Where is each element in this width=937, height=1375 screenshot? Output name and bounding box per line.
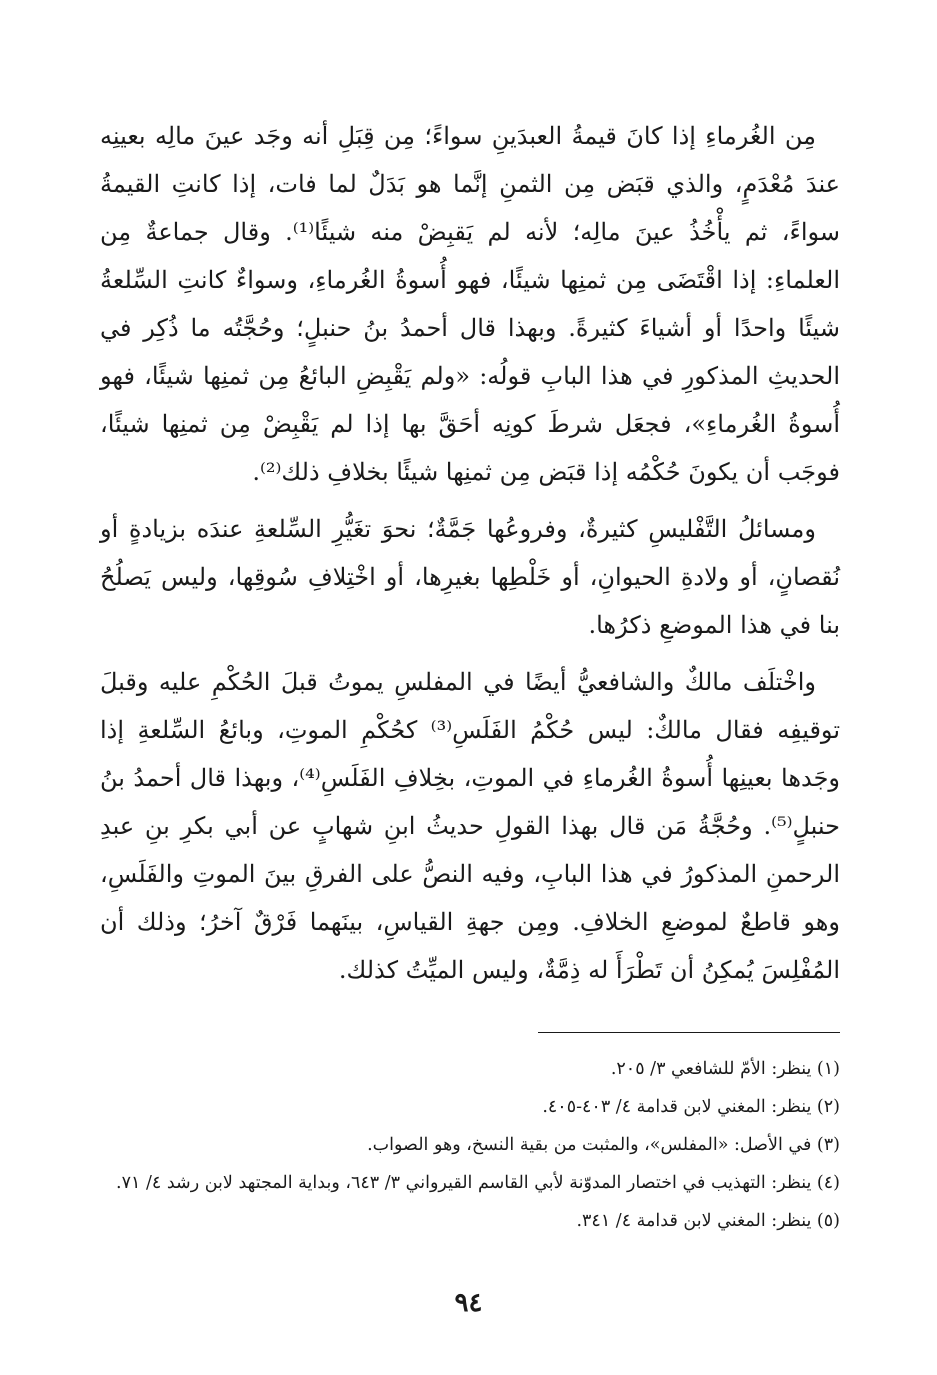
footnote-separator bbox=[538, 1032, 840, 1033]
footnote: (٤) ينظر: التهذيب في اختصار المدوّنة لأبي القاسم القيرواني ٣/ ٦٤٣، وبداية المجتهد لابن رشد ٤/ ٧١. bbox=[116, 1173, 840, 1193]
paragraph: ومسائلُ التَّفْليسِ كثيرةٌ، وفروعُها جَمَّةٌ؛ نحوَ تغَيُّرِ السِّلعةِ عندَه بزيادةٍ أو نُقصانٍ، أو ولادةِ الحيوانِ، أو خَلْطِها بغيرِها، أو اخْتِلافِ سُوقِها، وليس يَصلُحُ بنا في هذا الموضعِ ذكرُها. bbox=[100, 515, 840, 639]
main-text bbox=[100, 112, 840, 1003]
page-number: ٩٤ bbox=[454, 1288, 483, 1318]
paragraph: مِن الغُرماءِ إذا كانَ قيمةُ العبدَينِ سواءً؛ مِن قِبَلِ أنه وجَد عينَ مالِه بعينِه عندَ مُعْدَمٍ، والذي قبَض مِن الثمنِ إنَّما هو بَدَلٌ لما فات، إذا كانتِ القيمةُ سواءً، ثم يأْخُذُ عينَ مالِه؛ لأنه لم يَقبِضْ منه شيئًا⁽¹⁾. وقال جماعةٌ مِن العلماءِ: إذا اقْتَضَى مِن ثمنِها شيئًا، فهو أُسوةُ الغُرماءِ، وسواءٌ كانتِ السِّلعةُ شيئًا واحدًا أو أشياءَ كثيرةً. وبهذا قال أحمدُ بنُ حنبلٍ؛ وحُجَّتُه ما ذُكِر في الحديثِ المذكورِ في هذا البابِ قولُه: «ولم يَقْبِضِ البائعُ مِن ثمنِها شيئًا، فهو أُسوةُ الغُرماءِ»، فجعَل شرطَ كونِه أحَقَّ بها إذا لم يَقْبِضْ مِن ثمنِها شيئًا، فوجَب أن يكونَ حُكْمُه إذا قبَض مِن ثمنِها شيئًا بخلافِ ذلك⁽²⁾. bbox=[100, 122, 840, 486]
footnote: (٥) ينظر: المغني لابن قدامة ٤/ ٣٤١. bbox=[576, 1211, 840, 1231]
paragraph: واخْتلَف مالكٌ والشافعيُّ أيضًا في المفلسِ يموتُ قبلَ الحُكْمِ عليه وقبلَ توقيفِه فقال مالكٌ: ليس حُكْمُ الفَلَسِ⁽³⁾ كحُكْمِ الموتِ، وبائعُ السِّلعةِ إذا وجَدها بعينِها أُسوةُ الغُرماءِ في الموتِ، بخِلافِ الفَلَسِ⁽⁴⁾، وبهذا قال أحمدُ بنُ حنبلٍ⁽⁵⁾. وحُجَّةُ مَن قال بهذا القولِ حديثُ ابنِ شهابٍ عن أبي بكرِ بنِ عبدِ الرحمنِ المذكورُ في هذا البابِ، وفيه النصُّ على الفرقِ بينَ الموتِ والفَلَسِ، وهو قاطعٌ لموضعِ الخلافِ. ومِن جهةِ القياسِ، بينَهما فَرْقٌ آخرُ؛ وذلك أن المُفْلِسَ يُمكِنُ أن تَطْرَأَ له ذِمَّةٌ، وليس الميِّتُ كذلك. bbox=[100, 668, 841, 984]
footnote: (٣) في الأصل: «المفلس»، والمثبت من بقية النسخ، وهو الصواب. bbox=[367, 1135, 840, 1155]
footnote: (١) ينظر: الأمّ للشافعي ٣/ ٢٠٥. bbox=[610, 1059, 840, 1079]
footnotes bbox=[100, 1054, 840, 1244]
footnote: (٢) ينظر: المغني لابن قدامة ٤/ ٤٠٣-٤٠٥. bbox=[542, 1097, 840, 1117]
